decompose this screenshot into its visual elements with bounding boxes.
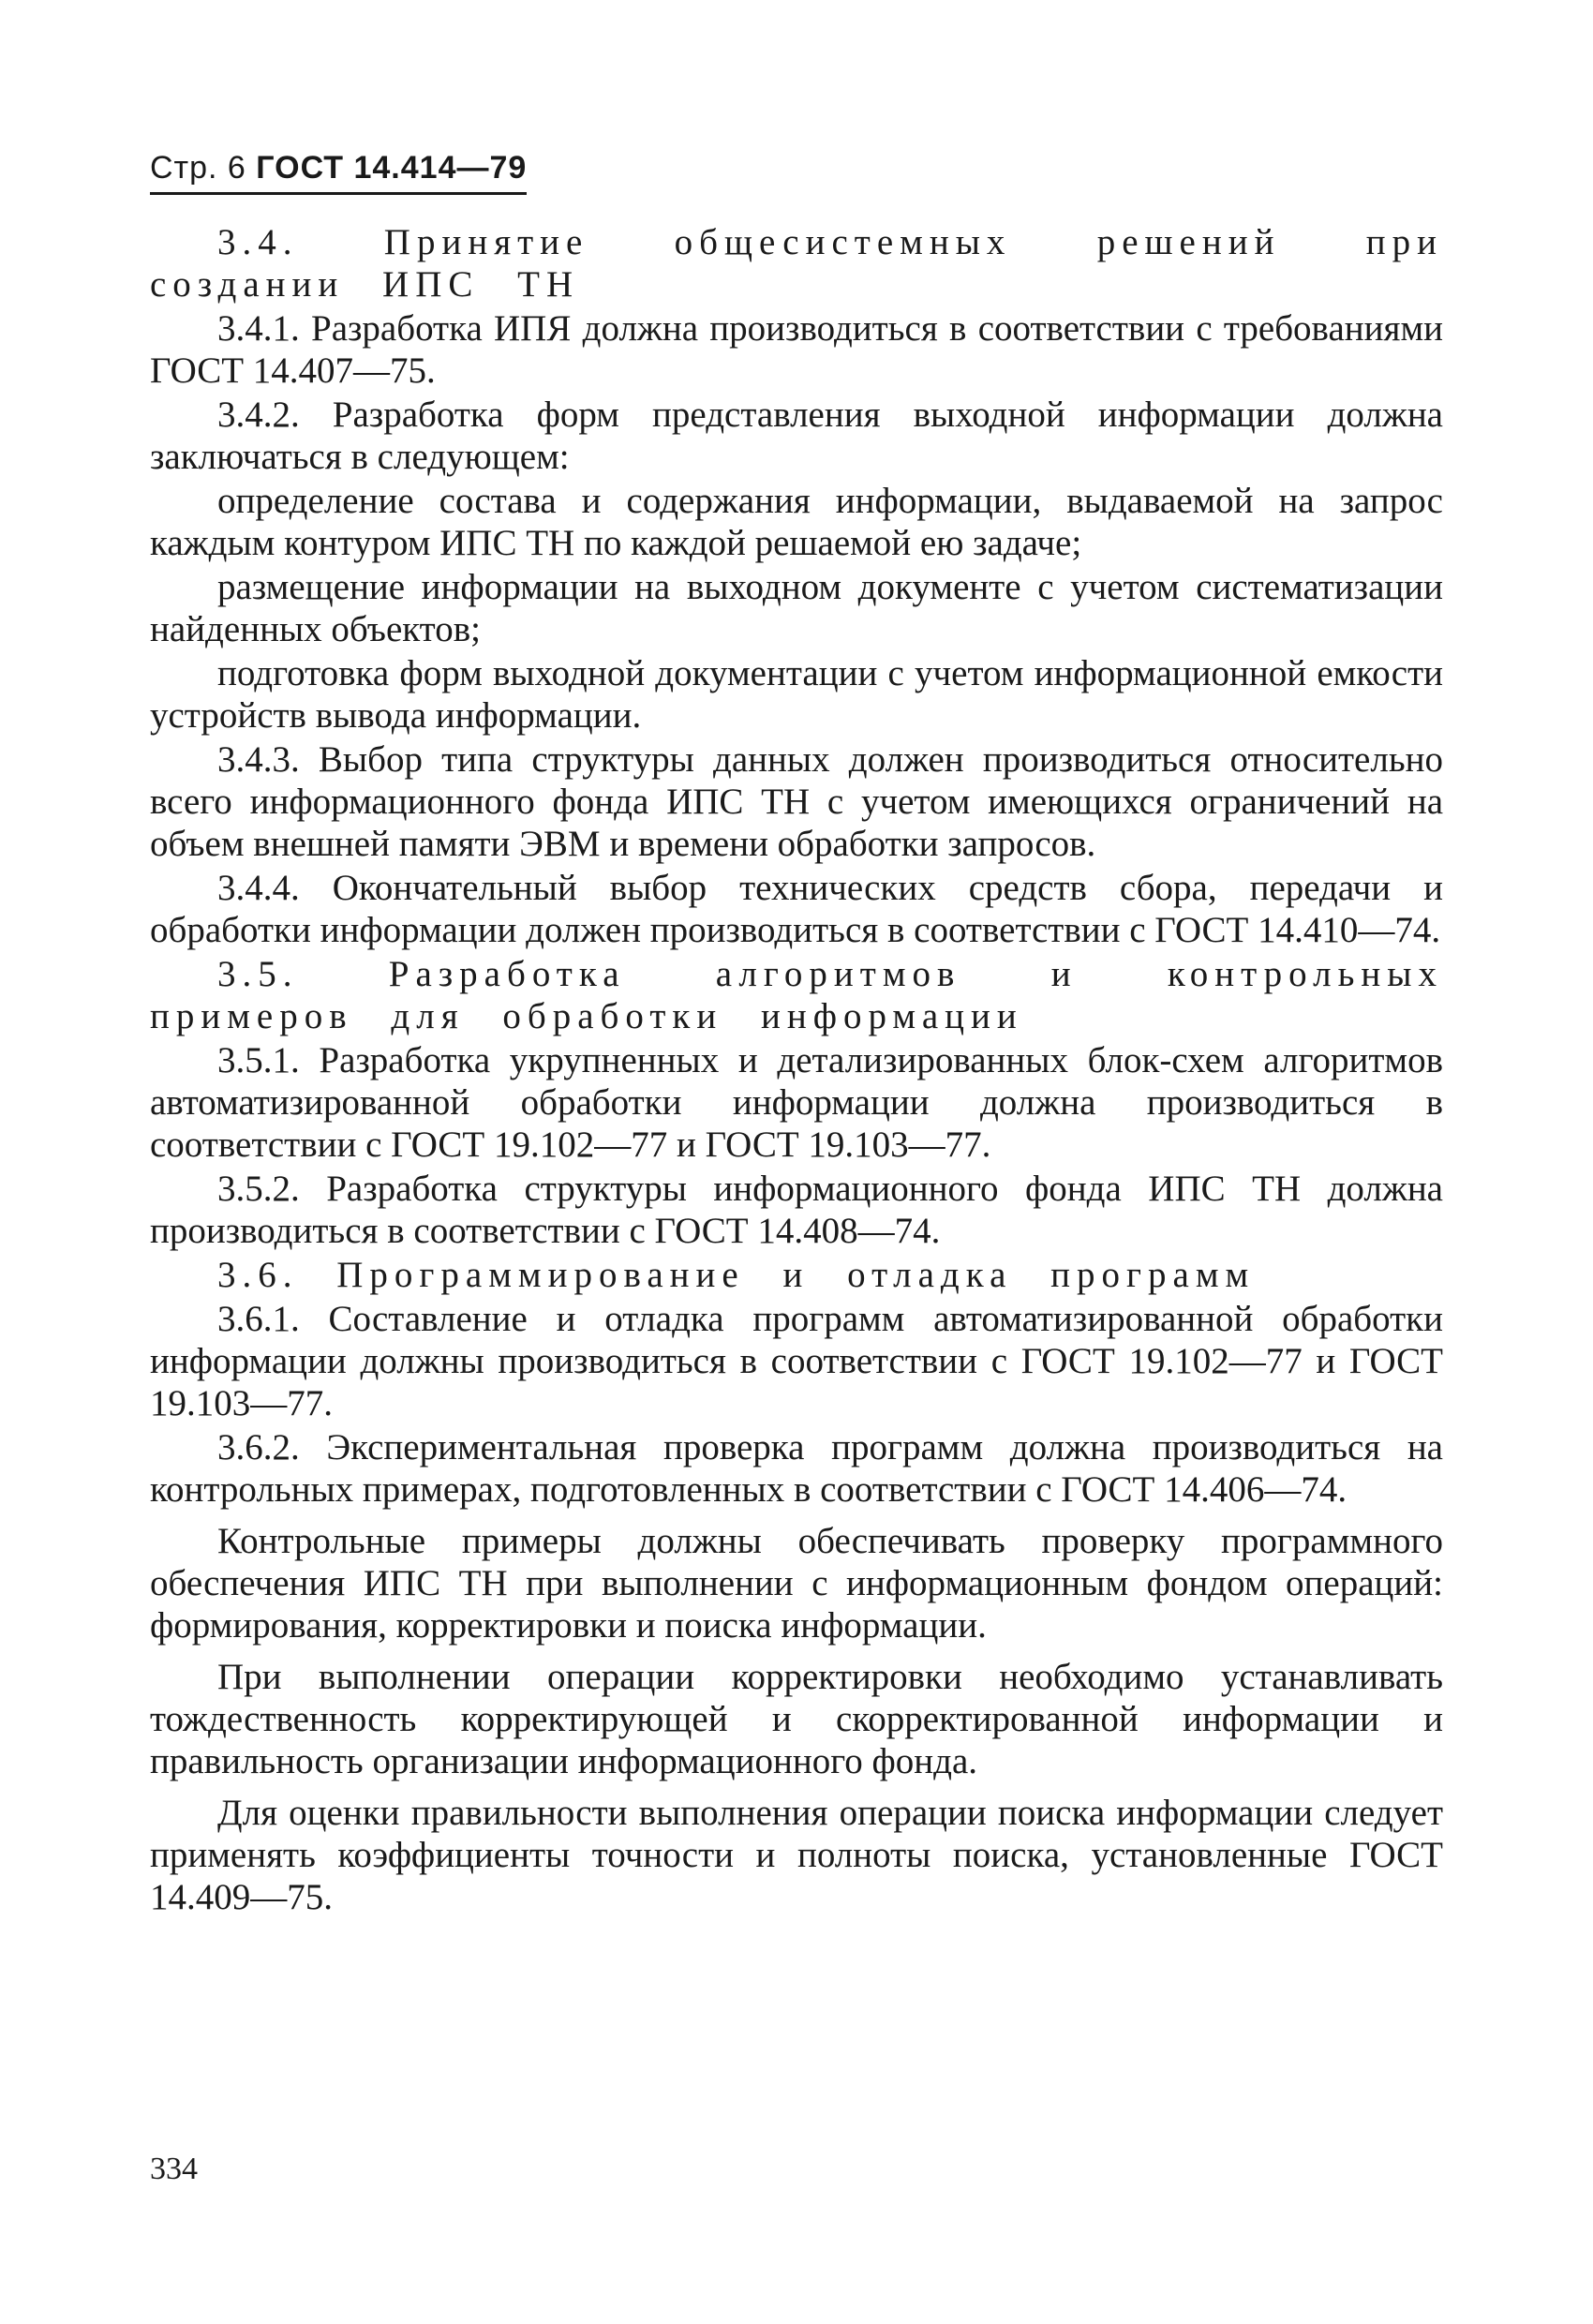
paragraph: 3.4.2. Разработка форм представления выходной информации должна заключаться в следующем:	[150, 395, 1443, 477]
paragraph: 3.4.4. Окончательный выбор технических средств сбора, передачи и обработки информации должен производиться в соответствии с ГОСТ 14.410—74.	[150, 868, 1443, 950]
list-paragraph: размещение информации на выходном документе с учетом систематизации найденных объектов;	[150, 567, 1443, 649]
paragraph: Для оценки правильности выполнения операции поиска информации следует применять коэффициенты точности и полноты поиска, установленные ГОСТ 14.409—75.	[150, 1793, 1443, 1917]
page-label: Стр. 6	[150, 150, 246, 186]
paragraph: 3.5.2. Разработка структуры информационного фонда ИПС ТН должна производиться в соответствии с ГОСТ 14.408—74.	[150, 1169, 1443, 1251]
paragraph: 3.6.2. Экспериментальная проверка программ должна производиться на контрольных примерах, подготовленных в соответствии с ГОСТ 14.406—74.	[150, 1427, 1443, 1510]
section-heading: 3.6. Программирование и отладка программ	[217, 1255, 1256, 1295]
page-number: 334	[150, 2152, 198, 2186]
standard-number: ГОСТ 14.414—79	[256, 150, 528, 186]
paragraph: 3.5.1. Разработка укрупненных и детализированных блок-схем алгоритмов автоматизированной обработки информации должна производиться в соответствии с ГОСТ 19.102—77 и ГОСТ 19.103—77.	[150, 1040, 1443, 1165]
list-paragraph: определение состава и содержания информации, выдаваемой на запрос каждым контуром ИПС ТН по каждой решаемой ею задаче;	[150, 481, 1443, 563]
paragraph: 3.6.1. Составление и отладка программ автоматизированной обработки информации должны производиться в соответствии с ГОСТ 19.102—77 и ГОСТ 19.103—77.	[150, 1299, 1443, 1423]
paragraph: При выполнении операции корректировки необходимо устанавливать тождественность корректирующей и скорректированной информации и правильность организации информационного фонда.	[150, 1657, 1443, 1781]
section-heading: 3.5. Разработка алгоритмов и контрольных примеров для обработки информации	[150, 954, 1443, 1036]
section-heading: 3.4. Принятие общесистемных решений при создании ИПС ТН	[150, 222, 1443, 305]
list-paragraph: подготовка форм выходной документации с учетом информационной емкости устройств вывода информации.	[150, 653, 1443, 736]
paragraph: Контрольные примеры должны обеспечивать проверку программного обеспечения ИПС ТН при выполнении с информационным фондом операций: формирования, корректировки и поиска информации.	[150, 1521, 1443, 1646]
paragraph: 3.4.3. Выбор типа структуры данных должен производиться относительно всего информационного фонда ИПС ТН с учетом имеющихся ограничений на объем внешней памяти ЭВМ и времени обработки запросов.	[150, 739, 1443, 864]
paragraph: 3.4.1. Разработка ИПЯ должна производиться в соответствии с требованиями ГОСТ 14.407—75.	[150, 308, 1443, 391]
document-body	[150, 221, 1443, 1920]
page-header	[150, 150, 527, 195]
